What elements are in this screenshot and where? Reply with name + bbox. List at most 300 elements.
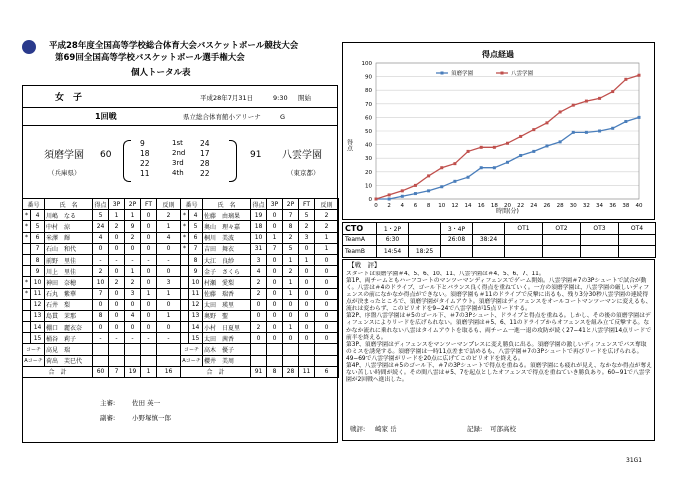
table-cell: 0 — [299, 333, 315, 344]
empty-cell — [315, 355, 339, 366]
table-cell: 桶谷 莉子 — [45, 333, 93, 344]
header-cell: 反則 — [157, 199, 181, 210]
table-cell: 1 — [315, 243, 339, 254]
divider — [22, 125, 338, 126]
table-cell: 4 — [93, 232, 109, 243]
table-cell — [23, 310, 31, 321]
header-cell: 番号 — [23, 199, 45, 210]
table-cell: 0 — [315, 266, 339, 277]
total-cell: 6 — [315, 366, 339, 377]
table-cell: 3 — [157, 277, 181, 288]
table-cell: 8 — [283, 221, 299, 232]
table-cell: 3 — [299, 232, 315, 243]
table-cell: 3 — [125, 288, 141, 299]
quarter-scores — [138, 140, 223, 180]
data-point — [611, 90, 614, 93]
table-cell: 2 — [109, 221, 125, 232]
x-tick-label: 34 — [596, 203, 604, 209]
data-point — [519, 154, 522, 157]
table-cell: 9 — [31, 266, 45, 277]
table-cell: 15 — [189, 333, 203, 344]
y-tick-label: 30 — [365, 156, 372, 163]
game-date: 平成28年7月31日 — [200, 94, 254, 102]
x-tick-label: 6 — [413, 203, 418, 209]
data-point — [401, 195, 404, 198]
table-cell: 0 — [267, 277, 283, 288]
cto-header-cell: OT4 — [619, 223, 656, 235]
table-row — [23, 210, 181, 221]
court-label: G — [280, 113, 286, 121]
table-cell: 大江 良紗 — [203, 254, 251, 265]
empty-cell — [157, 344, 181, 355]
table-cell: 川嶋 なる — [45, 210, 93, 221]
chart-title: 得点経過 — [482, 50, 514, 59]
cto-header-cell — [473, 223, 505, 235]
table-cell: 12 — [189, 299, 203, 310]
x-tick-label: 8 — [426, 203, 431, 209]
bracket-left — [123, 140, 131, 182]
table-cell: 3 — [251, 254, 267, 265]
table-cell: 1 — [283, 254, 299, 265]
table-cell: * — [181, 243, 189, 254]
quarter-label: 2nd — [172, 149, 186, 157]
table-row — [23, 333, 181, 344]
cto-header-cell: OT3 — [581, 223, 619, 235]
team-b-stats-table — [180, 198, 339, 378]
table-cell: 0 — [109, 243, 125, 254]
table-cell: - — [109, 333, 125, 344]
table-cell — [181, 310, 189, 321]
table-cell: 2 — [157, 210, 181, 221]
table-cell: 0 — [267, 288, 283, 299]
data-point — [388, 193, 391, 196]
table-cell: - — [109, 254, 125, 265]
table-cell: 0 — [93, 243, 109, 254]
table-cell: 10 — [93, 277, 109, 288]
team-a-score: 60 — [100, 150, 112, 160]
legend-label: 八雲学園 — [511, 71, 534, 77]
table-cell: 2 — [125, 232, 141, 243]
header-cell: 反則 — [315, 199, 339, 210]
data-point — [467, 150, 470, 153]
table-cell: 0 — [93, 299, 109, 310]
data-point — [427, 174, 430, 177]
cto-row — [343, 234, 656, 246]
y-tick-label: 90 — [365, 74, 372, 81]
total-cell: 1 — [141, 366, 157, 377]
table-cell: 5 — [31, 221, 45, 232]
table-row — [23, 254, 181, 265]
table-cell: 石山 和代 — [45, 243, 93, 254]
data-point — [401, 189, 404, 192]
table-row — [181, 322, 339, 333]
x-tick-label: 16 — [477, 203, 485, 209]
table-cell: 4 — [251, 266, 267, 277]
table-cell: * — [23, 210, 31, 221]
table-cell — [181, 333, 189, 344]
quarter-a-score: 9 — [140, 139, 145, 148]
table-cell — [181, 277, 189, 288]
empty-cell — [141, 355, 157, 366]
total-cell: 11 — [299, 366, 315, 377]
coach-name: 荷出 芙巳代 — [45, 355, 93, 366]
table-cell: 0 — [315, 322, 339, 333]
table-cell: 19 — [251, 210, 267, 221]
table-row — [181, 266, 339, 277]
table-cell: 6 — [31, 232, 45, 243]
data-point — [638, 74, 641, 77]
table-cell: 12 — [31, 299, 45, 310]
table-row — [23, 243, 181, 254]
total-row — [181, 366, 339, 377]
empty-cell — [315, 344, 339, 355]
table-row — [181, 299, 339, 310]
x-tick-label: 18 — [490, 203, 498, 209]
cto-cell: TeamB — [343, 246, 377, 258]
table-cell: 10 — [251, 232, 267, 243]
table-cell: 31 — [251, 243, 267, 254]
table-cell: 石丸 紫華 — [45, 288, 93, 299]
game-time: 9:30 — [273, 94, 288, 102]
cto-cell — [619, 246, 656, 258]
cto-row — [343, 246, 656, 258]
table-cell — [23, 266, 31, 277]
table-cell: 1 — [157, 221, 181, 232]
table-cell: 村瀬 愛梨 — [203, 277, 251, 288]
x-tick-label: 20 — [504, 203, 511, 209]
game-start-label: 開始 — [298, 94, 311, 102]
header-subtitle: 個人トータル表 — [131, 68, 191, 78]
cto-cell — [581, 234, 619, 246]
table-cell: 0 — [109, 299, 125, 310]
table-cell: 0 — [299, 277, 315, 288]
table-cell: 太田 瑛里 — [203, 299, 251, 310]
table-cell: 金子 さくら — [203, 266, 251, 277]
table-cell: 15 — [31, 333, 45, 344]
cto-cell: TeamA — [343, 234, 377, 246]
total-cell: 8 — [267, 366, 283, 377]
data-point — [545, 121, 548, 124]
table-cell: 太田 茜香 — [203, 333, 251, 344]
total-label: 合 計 — [23, 366, 93, 377]
table-cell: * — [181, 210, 189, 221]
table-cell: 1 — [283, 277, 299, 288]
table-cell: 0 — [109, 310, 125, 321]
cto-cell: 6:30 — [377, 234, 409, 246]
scorer-label: 記録: — [467, 425, 483, 433]
coach-name: 高見 瑞 — [45, 344, 93, 355]
quarter-a-score: 18 — [140, 149, 150, 158]
data-point — [440, 185, 443, 188]
chart-xlabel: 時間(分) — [496, 208, 519, 215]
coach-row — [181, 344, 339, 355]
cto-cell — [473, 246, 505, 258]
table-cell: 0 — [267, 322, 283, 333]
table-cell: 10 — [31, 277, 45, 288]
coach-role: Aコーチ — [181, 355, 203, 366]
y-tick-label: 20 — [365, 169, 372, 176]
table-cell — [181, 266, 189, 277]
table-cell: 9 — [125, 221, 141, 232]
table-cell: 米澤 輝 — [45, 232, 93, 243]
cto-cell: 26:08 — [441, 234, 473, 246]
table-cell: 棚口 麗衣奈 — [45, 322, 93, 333]
series-line — [376, 75, 639, 199]
data-point — [624, 120, 627, 123]
table-cell: 4 — [157, 232, 181, 243]
data-point — [467, 176, 470, 179]
y-tick-label: 80 — [365, 88, 372, 95]
data-point — [611, 127, 614, 130]
data-point — [480, 146, 483, 149]
table-cell: 1 — [283, 288, 299, 299]
table-cell: 7 — [189, 243, 203, 254]
chief-referee-name: 佐田 英一 — [132, 399, 161, 407]
empty-cell — [283, 344, 299, 355]
score-progress-chart — [343, 43, 654, 219]
table-cell: 8 — [189, 254, 203, 265]
quarter-a-score: 11 — [140, 169, 150, 178]
data-point — [493, 166, 496, 169]
data-point — [375, 198, 378, 201]
table-row — [23, 299, 181, 310]
table-cell: 0 — [141, 243, 157, 254]
data-point — [559, 140, 562, 143]
table-cell: 0 — [267, 310, 283, 321]
table-cell: 0 — [141, 310, 157, 321]
empty-cell — [267, 344, 283, 355]
table-cell: 0 — [251, 310, 267, 321]
y-tick-label: 60 — [365, 115, 372, 122]
cto-header-cell: CTO — [343, 223, 377, 235]
table-header-row — [23, 199, 181, 210]
table-cell: 0 — [109, 232, 125, 243]
x-tick-label: 30 — [569, 203, 577, 209]
data-point — [414, 192, 417, 195]
table-row — [181, 210, 339, 221]
review-text: スタートは須磨学園＃4、5、6、10、11、八雲学園は＃4、5、6、7、11。 第1P、両チームともハーフコートのマンツーマンディフェンスでゲーム開始。八雲学園＃7の3Pシュートで試合が動く。八雲は＃4のドライブ、ゴール下とバランス良く得点を重ねていく。一方の須磨学園は、八雲学園の厳しいディフェンスの前になかなか得点ができない。須磨学園も＃11のドライブで反撃に出るも、残り3分30秒八雲学園の連続得点が決まったところで、須磨学園がタイムアウト。須磨学園はディフェンスをオールコートマンツーマンに変えるも、流れは変わらず、このピリオドを9−24で八雲学園が15点リードする。 第2P、序盤八雲学園は＃5のゴール下、＃7の3Pシュート、ドライブと得点を重ねる。しかし、その後の須磨学園はディフェンスによりリードを広げられない。須磨学園は＃5、6、11のドライブからオフェンスを組み立て反撃する。なかなか流れに乗れない八雲はタイムアウトを取るも、両チーム一進一退の攻防が続く27−41と八雲学園14点リードで前半を終える。 第3P、須磨学園はディフェンスをマンツーマンプレスに変え勝負に出る。須磨学園の激しいディフェンスでパス奪取のミスを誘発する。須磨学園は一時11点差まで詰めるも、八雲学園＃7の3Pシュートで再びリードを広げられる。49−69で八雲学園がリードを20点に広げてこのピリオドを終える。 第4P、八雲学園は＃5のゴール下、＃7の3Pシュートで得点を重ねる。須磨学園にも疲れが見え、なかなか得点が奪えない苦しい時間が続く。その間八雲は＃5、7を起点としたオフェンスで得点を重ねていき勝負あり。60−91で八雲学園が2回戦へ進出した。 — [346, 271, 652, 383]
table-cell: 24 — [93, 221, 109, 232]
quarter-b-score: 28 — [200, 159, 210, 168]
table-cell: 0 — [157, 322, 181, 333]
empty-cell — [283, 355, 299, 366]
table-cell: 0 — [299, 322, 315, 333]
quarter-row — [138, 170, 223, 180]
table-cell: 5 — [189, 221, 203, 232]
data-point — [532, 128, 535, 131]
table-cell: 石井 梨 — [45, 299, 93, 310]
logo-icon — [22, 40, 36, 54]
table-row — [23, 322, 181, 333]
table-cell: 0 — [141, 221, 157, 232]
table-cell — [23, 299, 31, 310]
table-cell: 0 — [125, 299, 141, 310]
cto-cell — [505, 234, 543, 246]
x-tick-label: 14 — [464, 203, 472, 209]
table-cell: 0 — [267, 254, 283, 265]
table-row — [23, 232, 181, 243]
x-tick-label: 36 — [609, 203, 617, 209]
data-point — [506, 142, 509, 145]
table-cell: 18 — [251, 221, 267, 232]
table-row — [23, 221, 181, 232]
table-cell — [181, 288, 189, 299]
table-cell: 0 — [157, 243, 181, 254]
table-cell: 0 — [315, 277, 339, 288]
table-cell: 6 — [189, 232, 203, 243]
table-cell: 7 — [93, 288, 109, 299]
data-point — [598, 130, 601, 133]
empty-cell — [141, 344, 157, 355]
empty-cell — [109, 344, 125, 355]
total-cell: 60 — [93, 366, 109, 377]
table-cell: * — [23, 221, 31, 232]
page-code: 31G1 — [626, 457, 643, 464]
table-cell: - — [125, 254, 141, 265]
venue-label: 県立総合体育館小アリーナ — [183, 113, 261, 121]
table-cell: 14 — [31, 322, 45, 333]
table-cell: 0 — [299, 266, 315, 277]
data-point — [453, 162, 456, 165]
table-cell: 2 — [283, 232, 299, 243]
table-row — [181, 310, 339, 321]
table-cell: 13 — [31, 310, 45, 321]
table-cell — [181, 322, 189, 333]
umpire-label: 副審: — [100, 414, 116, 422]
data-point — [532, 150, 535, 153]
coach-name: 高木 優子 — [203, 344, 251, 355]
table-cell: - — [93, 254, 109, 265]
table-cell: 0 — [315, 254, 339, 265]
total-cell: 16 — [157, 366, 181, 377]
cto-cell — [441, 246, 473, 258]
table-cell: 0 — [283, 333, 299, 344]
table-cell: 小村 日夏里 — [203, 322, 251, 333]
table-cell: 0 — [251, 299, 267, 310]
data-point — [427, 189, 430, 192]
table-cell: 1 — [125, 210, 141, 221]
header-cell: 氏 名 — [45, 199, 93, 210]
table-cell: 0 — [141, 277, 157, 288]
legend-marker — [441, 72, 444, 75]
header-cell: 2P — [125, 199, 141, 210]
header-title-2: 第69回全国高等学校バスケットボール選手権大会 — [55, 53, 245, 63]
table-cell: 2 — [299, 221, 315, 232]
y-tick-label: 10 — [365, 183, 372, 190]
table-row — [181, 277, 339, 288]
x-tick-label: 12 — [451, 203, 459, 209]
commissioner-label: 戦評: — [350, 425, 366, 433]
table-cell: 0 — [141, 322, 157, 333]
table-cell: 2 — [251, 288, 267, 299]
table-cell: 13 — [189, 310, 203, 321]
x-tick-label: 40 — [635, 203, 643, 209]
table-cell: 2 — [125, 277, 141, 288]
header-title-1: 平成28年度全国高等学校総合体育大会バスケットボール競技大会 — [49, 41, 299, 51]
commissioner-name: 崎家 岳 — [375, 425, 397, 433]
data-point — [453, 180, 456, 183]
header-cell: FT — [141, 199, 157, 210]
table-cell: 1 — [141, 288, 157, 299]
cto-cell — [581, 246, 619, 258]
data-point — [559, 110, 562, 113]
header-cell: 得点 — [93, 199, 109, 210]
table-cell: 0 — [267, 221, 283, 232]
table-cell: 0 — [299, 288, 315, 299]
table-cell: * — [181, 221, 189, 232]
data-point — [598, 97, 601, 100]
table-row — [23, 277, 181, 288]
table-cell: 神田 奈穂 — [45, 277, 93, 288]
data-point — [572, 131, 575, 134]
table-cell: * — [23, 277, 31, 288]
data-point — [545, 144, 548, 147]
data-point — [624, 78, 627, 81]
table-cell: 0 — [299, 243, 315, 254]
team-b-prefecture: （東京都） — [287, 169, 320, 177]
cto-table — [342, 222, 656, 258]
gender-label: 女 子 — [55, 93, 83, 103]
table-cell: 2 — [93, 266, 109, 277]
coach-row — [23, 355, 181, 366]
team-b-score: 91 — [250, 150, 262, 160]
table-cell: 1 — [157, 310, 181, 321]
chief-referee-label: 主審: — [100, 399, 116, 407]
header-cell: 番号 — [181, 199, 203, 210]
data-point — [493, 146, 496, 149]
y-tick-label: 70 — [365, 101, 372, 108]
table-cell: 0 — [315, 299, 339, 310]
total-cell: 28 — [283, 366, 299, 377]
table-cell: 10 — [189, 277, 203, 288]
table-cell: 中村 涼 — [45, 221, 93, 232]
coach-role: コーチ — [181, 344, 203, 355]
cto-header-cell: OT2 — [543, 223, 581, 235]
total-row — [23, 366, 181, 377]
table-row — [181, 333, 339, 344]
table-cell: 5 — [299, 210, 315, 221]
data-point — [480, 166, 483, 169]
table-cell: 0 — [315, 288, 339, 299]
table-cell: 奥山 理々嘉 — [203, 221, 251, 232]
team-a-name: 須磨学園 — [44, 150, 84, 161]
legend-label: 須磨学園 — [451, 71, 474, 77]
table-cell: 4 — [125, 310, 141, 321]
cto-header-cell: OT1 — [505, 223, 543, 235]
table-cell: - — [141, 333, 157, 344]
table-cell: 1 — [283, 322, 299, 333]
total-cell: 91 — [251, 366, 267, 377]
table-cell: * — [181, 232, 189, 243]
coach-role: コーチ — [23, 344, 45, 355]
table-cell: 1 — [157, 288, 181, 299]
table-cell: 島貫 茉那 — [45, 310, 93, 321]
y-tick-label: 40 — [365, 142, 372, 149]
table-cell: 1 — [299, 254, 315, 265]
table-cell — [23, 254, 31, 265]
data-point — [638, 116, 641, 119]
table-cell: - — [157, 254, 181, 265]
table-row — [181, 254, 339, 265]
coach-role: Aコーチ — [23, 355, 45, 366]
cto-cell: 18:25 — [409, 246, 441, 258]
quarter-label: 4th — [172, 169, 184, 177]
table-cell: 佐藤 瑞香 — [203, 288, 251, 299]
table-cell: 5 — [93, 210, 109, 221]
empty-cell — [299, 355, 315, 366]
table-cell: * — [23, 232, 31, 243]
table-cell: 桐川 美波 — [203, 232, 251, 243]
